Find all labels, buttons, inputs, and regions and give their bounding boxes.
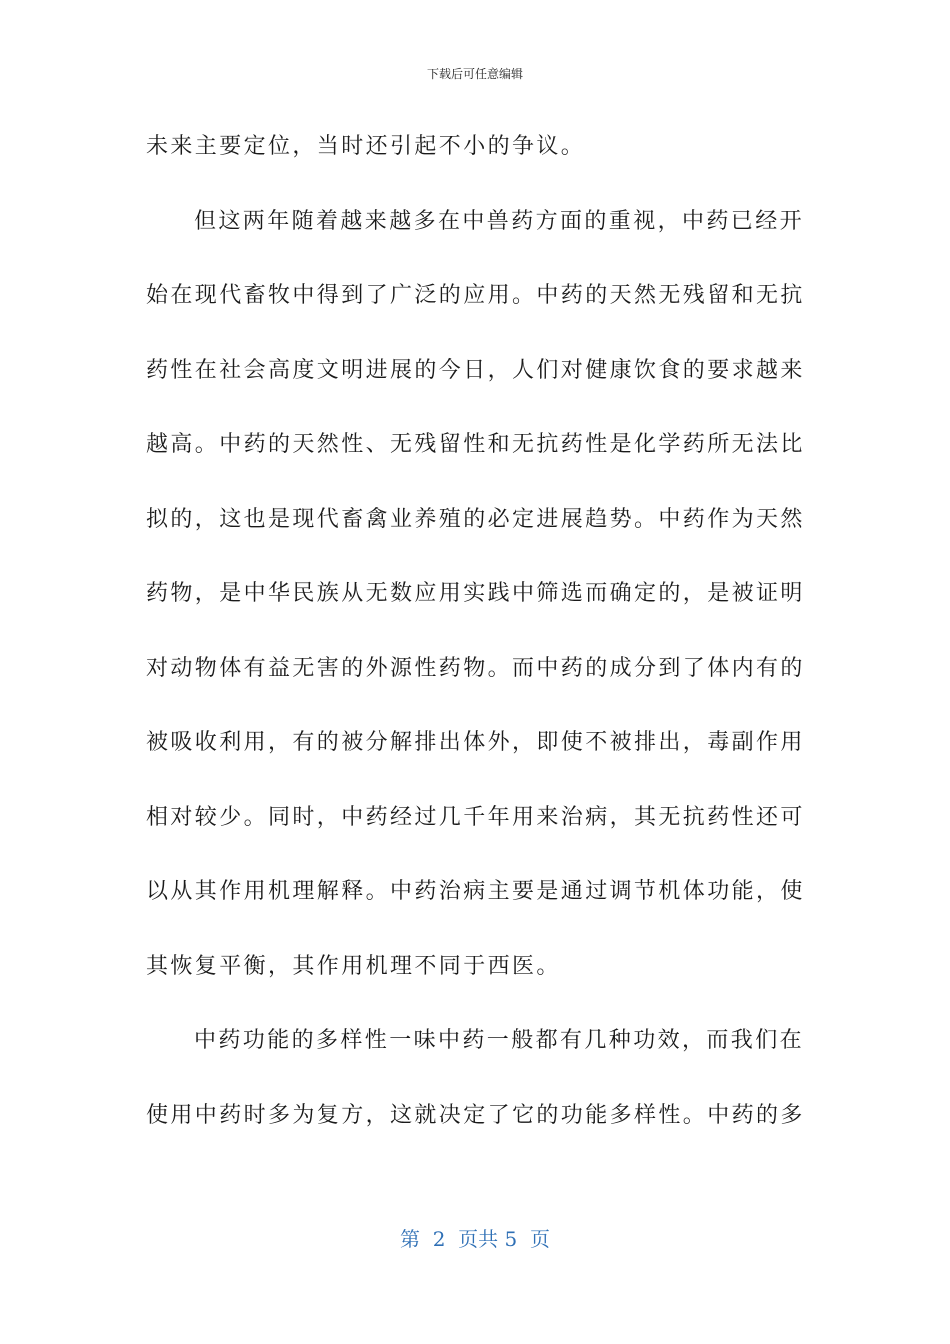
text-line: 拟的，这也是现代畜禽业养殖的必定进展趋势。中药作为天然 (146, 506, 805, 532)
text-line: 被吸收利用，有的被分解排出体外，即使不被排出，毒副作用 (146, 730, 805, 755)
page-header: 下载后可任意编辑 (426, 67, 523, 81)
text-line: 对动物体有益无害的外源性药物。而中药的成分到了体内有的 (146, 655, 805, 681)
text-line: 始在现代畜牧中得到了广泛的应用。中药的天然无残留和无抗 (146, 283, 805, 308)
text-line: 未来主要定位，当时还引起不小的争议。 (146, 134, 586, 159)
text-line: 以从其作用机理解释。中药治病主要是通过调节机体功能，使 (146, 879, 805, 904)
text-line: 其恢复平衡，其作用机理不同于西医。 (146, 953, 561, 979)
text-line: 药物，是中华民族从无数应用实践中筛选而确定的，是被证明 (146, 581, 805, 606)
text-line: 药性在社会高度文明进展的今日，人们对健康饮食的要求越来 (146, 357, 805, 383)
page-number-footer: 第 2 页共 5 页 (400, 1227, 550, 1251)
paragraph-start-line: 中药功能的多样性一味中药一般都有几种功效，而我们在 (194, 1028, 805, 1053)
paragraph-start-line: 但这两年随着越来越多在中兽药方面的重视，中药已经开 (194, 208, 805, 234)
text-line: 相对较少。同时，中药经过几千年用来治病，其无抗药性还可 (146, 804, 805, 830)
text-line: 越高。中药的天然性、无残留性和无抗药性是化学药所无法比 (146, 432, 805, 457)
text-line: 使用中药时多为复方，这就决定了它的功能多样性。中药的多 (146, 1102, 805, 1128)
document-body (146, 110, 805, 1153)
